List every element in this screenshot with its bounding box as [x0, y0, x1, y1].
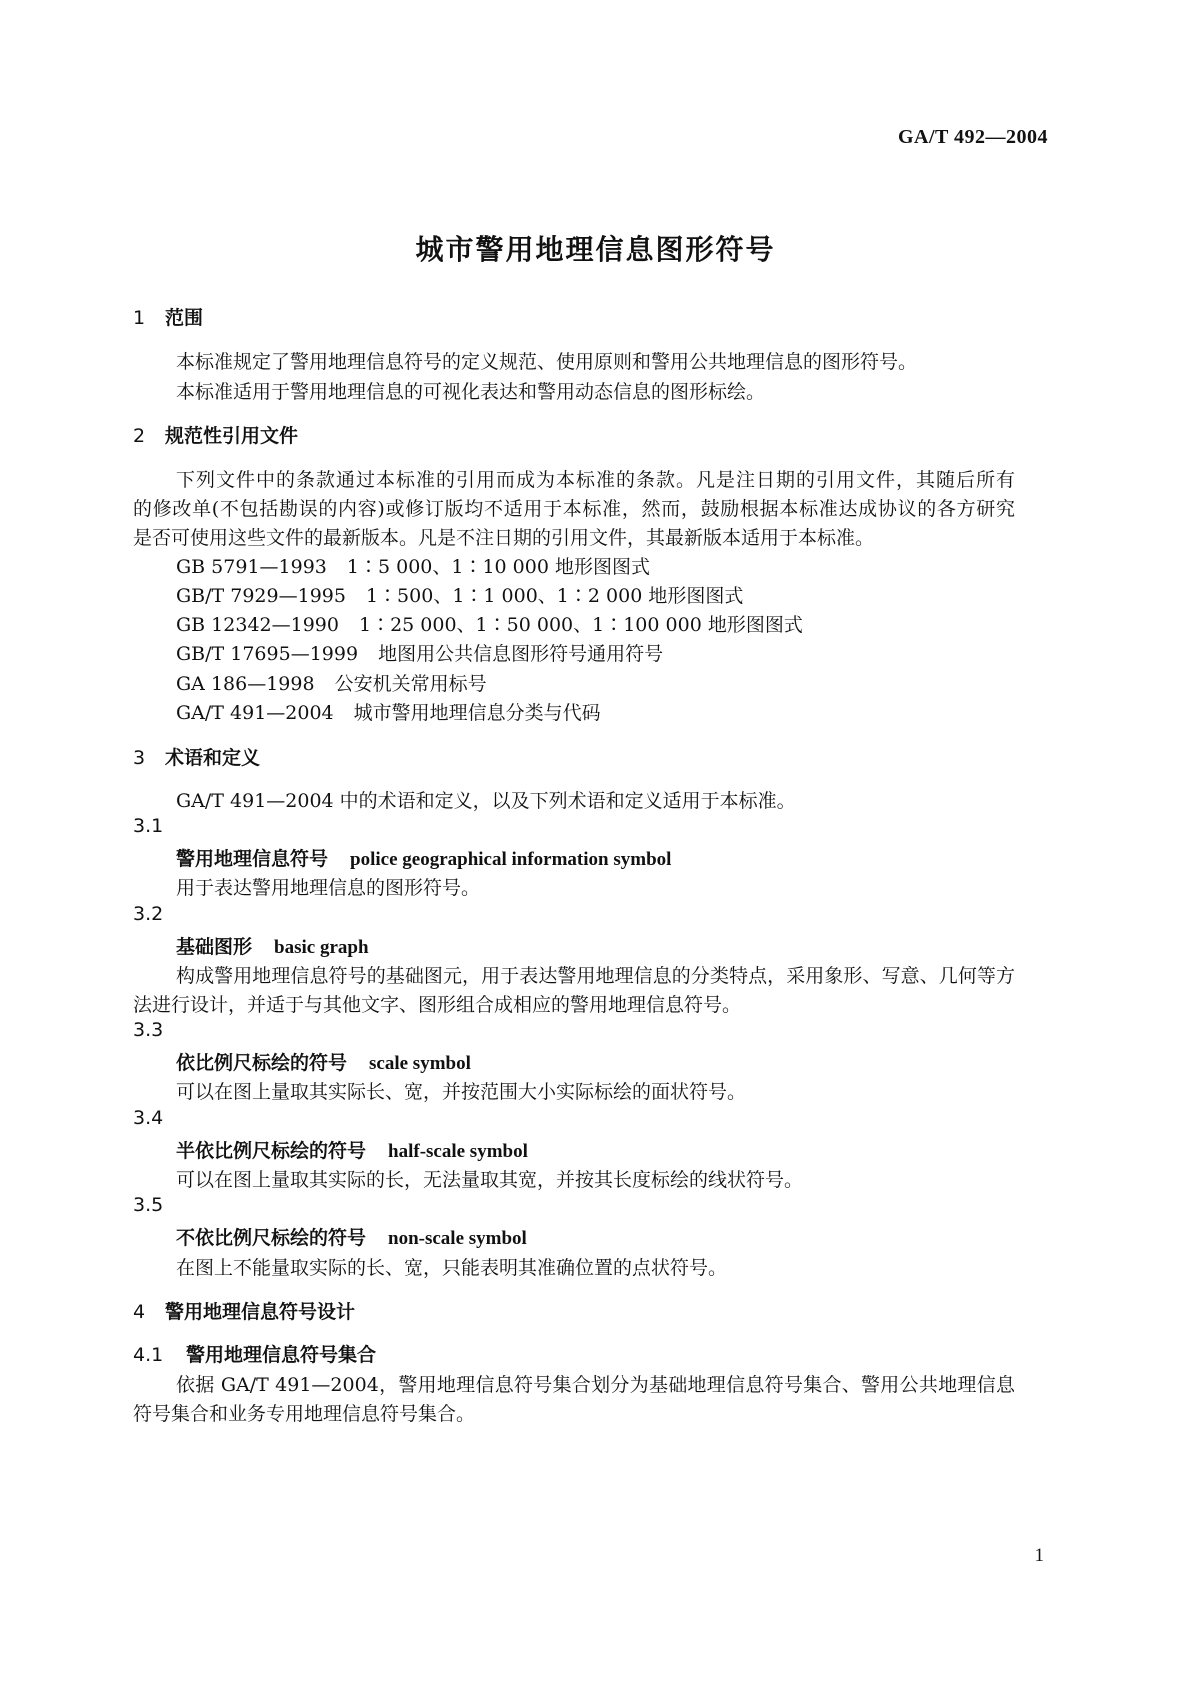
- term-number: 3.1: [133, 815, 164, 837]
- term-heading: [176, 844, 671, 871]
- reference-item: [176, 581, 743, 608]
- term-definition: 用于表达警用地理信息的图形符号。: [176, 877, 481, 899]
- section-1-paragraph-2: 本标准适用于警用地理信息的可视化表达和警用动态信息的图形标绘。: [176, 381, 766, 403]
- subsection-4-1-title: 警用地理信息符号集合: [186, 1344, 377, 1366]
- reference-title: 1∶25 000、1∶50 000、1∶100 000 地形图图式: [358, 614, 803, 636]
- term-zh: 依比例尺标绘的符号: [176, 1052, 348, 1074]
- term-number: 3.4: [133, 1107, 164, 1129]
- term-definition: 构成警用地理信息符号的基础图元，用于表达警用地理信息的分类特点，采用象形、写意、几何等方: [176, 965, 1015, 987]
- reference-code: GB 5791—1993: [176, 556, 327, 578]
- reference-item: [176, 639, 663, 666]
- section-3-heading: 3 术语和定义: [133, 747, 261, 769]
- reference-title: 公安机关常用标号: [334, 673, 487, 695]
- term-heading: [176, 1048, 471, 1075]
- section-3-paragraph: GA/T 491—2004 中的术语和定义，以及下列术语和定义适用于本标准。: [176, 790, 796, 812]
- subsection-4-1-paragraph-line-1: 依据 GA/T 491—2004，警用地理信息符号集合划分为基础地理信息符号集合、警用公共地理信息: [176, 1374, 1015, 1396]
- term-zh: 基础图形: [176, 936, 253, 958]
- subsection-4-1-heading: 4.1 警用地理信息符号集合: [133, 1344, 377, 1366]
- term-heading: [176, 1136, 528, 1163]
- term-en: police geographical information symbol: [350, 849, 672, 870]
- section-3-title: 术语和定义: [165, 747, 261, 769]
- term-heading: [176, 932, 369, 959]
- term-definition-continued: 法进行设计，并适于与其他文字、图形组合成相应的警用地理信息符号。: [133, 994, 742, 1016]
- term-definition: 可以在图上量取其实际的长，无法量取其宽，并按其长度标绘的线状符号。: [176, 1169, 804, 1191]
- reference-code: GA 186—1998: [176, 673, 315, 695]
- subsection-4-1-paragraph-line-2: 符号集合和业务专用地理信息符号集合。: [133, 1403, 476, 1425]
- reference-title: 1∶5 000、1∶10 000 地形图图式: [346, 556, 650, 578]
- section-2-paragraph-line-2: 的修改单(不包括勘误的内容)或修订版均不适用于本标准，然而，鼓励根据本标准达成协议的各方研究: [133, 498, 1015, 520]
- reference-item: [176, 698, 601, 725]
- section-4-heading: 4 警用地理信息符号设计: [133, 1301, 356, 1323]
- section-4-title: 警用地理信息符号设计: [165, 1301, 356, 1323]
- reference-code: GB 12342—1990: [176, 614, 339, 636]
- reference-title: 地图用公共信息图形符号通用符号: [378, 643, 664, 665]
- term-definition: 在图上不能量取实际的长、宽，只能表明其准确位置的点状符号。: [176, 1257, 728, 1279]
- section-2-paragraph-line-1: 下列文件中的条款通过本标准的引用而成为本标准的条款。凡是注日期的引用文件，其随后所有: [176, 469, 1015, 491]
- term-en: non-scale symbol: [388, 1228, 527, 1249]
- term-zh: 半依比例尺标绘的符号: [176, 1140, 367, 1162]
- section-2-heading: 2 规范性引用文件: [133, 425, 299, 447]
- reference-code: GB/T 17695—1999: [176, 643, 359, 665]
- reference-item: [176, 552, 650, 579]
- section-1-paragraph-1: 本标准规定了警用地理信息符号的定义规范、使用原则和警用公共地理信息的图形符号。: [176, 351, 918, 373]
- standard-number: GA/T 492—2004: [897, 126, 1048, 148]
- reference-title: 1∶500、1∶1 000、1∶2 000 地形图图式: [365, 585, 744, 607]
- section-2-paragraph-line-3: 是否可使用这些文件的最新版本。凡是不注日期的引用文件，其最新版本适用于本标准。: [133, 527, 875, 549]
- term-definition: 可以在图上量取其实际长、宽，并按范围大小实际标绘的面状符号。: [176, 1081, 747, 1103]
- reference-item: [176, 610, 803, 637]
- term-heading: [176, 1223, 527, 1250]
- section-1-heading: 1 范围: [133, 307, 204, 329]
- document-title: 城市警用地理信息图形符号: [415, 233, 776, 266]
- term-zh: 不依比例尺标绘的符号: [176, 1227, 367, 1249]
- term-en: half-scale symbol: [388, 1141, 528, 1162]
- term-zh: 警用地理信息符号: [176, 848, 329, 870]
- reference-title: 城市警用地理信息分类与代码: [353, 702, 601, 724]
- section-2-title: 规范性引用文件: [165, 425, 299, 447]
- term-number: 3.3: [133, 1019, 164, 1041]
- reference-item: [176, 669, 487, 696]
- term-en: basic graph: [274, 937, 369, 958]
- term-number: 3.2: [133, 903, 164, 925]
- page-number: 1: [1034, 1545, 1044, 1566]
- reference-code: GA/T 491—2004: [176, 702, 334, 724]
- term-en: scale symbol: [369, 1053, 471, 1074]
- reference-code: GB/T 7929—1995: [176, 585, 346, 607]
- term-number: 3.5: [133, 1194, 164, 1216]
- section-1-title: 范围: [165, 307, 204, 329]
